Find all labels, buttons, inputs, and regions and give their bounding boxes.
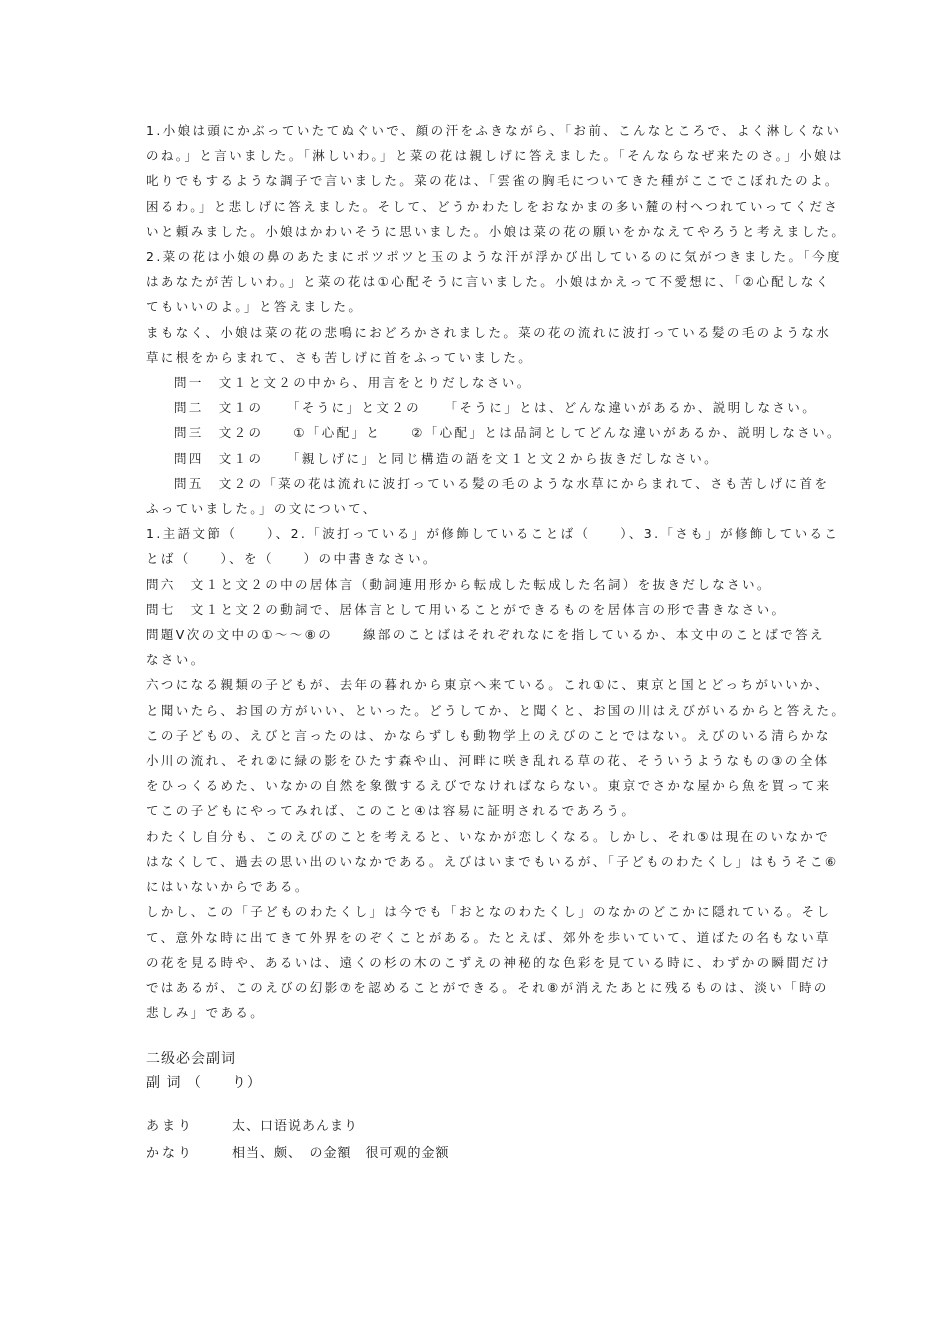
text-line: と聞いたら、お国の方がいい、といった。どうしてか、と聞くと、お国の川はえびがいるからと答えた。 (146, 702, 847, 718)
passage-line: 草に根をからまれて、さも苦しげに首をふっていました。 (146, 349, 534, 365)
text-line: 問六 文１と文２の中の居体言（動詞連用形から転成した転成した名詞）を抜きだしなさい。 (146, 576, 772, 592)
passage-line: 叱りでもするような調子で言いました。菜の花は、「雲雀の胸毛についてきた種がここでこぼれたのよ。 (146, 173, 840, 189)
passage-line: 困るわ。」と悲しげに答えました。そして、どうかわたしをおなかまの多い麓の村へつれていってくださ (146, 198, 840, 214)
passage-line: はあなたが苦しいわ。」と菜の花は①心配そうに言いました。小娘はかえって不愛想に、「②心配しなく (146, 274, 831, 290)
text-line: 1.主語文節（ ）、2.「波打っている」が修飾していることば（ ）、3.「さも」が修飾しているこ (146, 526, 840, 542)
section-subtitle: 副 词 （ り） (146, 1075, 262, 1092)
vocab-list (146, 1113, 810, 1167)
question-item: 問五 文２の「菜の花は流れに波打っている髪の毛のような水草にからまれて、さも苦しげに首を (174, 475, 830, 491)
text-line: ではあるが、このえびの幻影⑦を認めることができる。それ⑧が消えたあとに残るものは、淡い「時の (146, 979, 829, 995)
question-item: 問四 文１の 「親しげに」と同じ構造の語を文１と文２から抜きだしなさい。 (174, 450, 720, 466)
question-list (146, 370, 842, 496)
text-line: てこの子どもにやってみれば、このこと④は容易に証明されるであろう。 (146, 803, 637, 819)
vocab-gloss: 太、口语说あんまり (232, 1119, 359, 1135)
text-line: この子どもの、えびと言ったのは、かならずしも動物学上のえびのことではない。えびのいる清らかな (146, 727, 831, 743)
text-line: なさい。 (146, 652, 206, 668)
text-line: をひっくるめた、いなかの自然を象徴するえびでなければならない。東京でさかな屋から魚を買って来 (146, 778, 832, 794)
text-line: とば（ ）、を（ ）の中書きなさい。 (146, 551, 438, 567)
vocab-word: かなり (146, 1146, 195, 1162)
passage-line: 2.菜の花は小娘の鼻のあたまにポツポツと玉のような汗が浮かび出しているのに気がつきました。「今度 (146, 249, 842, 265)
text-line: の花を見る時や、あるいは、遠くの杉の木のこずえの神秘的な色彩を見ている時に、わずかの瞬間だけ (146, 954, 832, 970)
text-line: しかし、この「子どものわたくし」は今でも「おとなのわたくし」のなかのどこかに隠れている。そし (146, 904, 832, 920)
passage-line: のね。」と言いました。「淋しいわ。」と菜の花は親しげに答えました。「そんならなぜ来たのさ。」小娘は (146, 148, 844, 164)
question-item: 問三 文２の ①「心配」と ②「心配」とは品詞としてどんな違いがあるか、説明しなさい。 (174, 425, 842, 441)
text-line: 六つになる親類の子どもが、去年の暮れから東京へ来ている。これ①に、東京と国とどっちがいいか、 (146, 677, 830, 693)
passage (146, 118, 847, 370)
text-line: わたくし自分も、このえびのことを考えると、いなかが恋しくなる。しかし、それ⑤は現在のいなかで (146, 828, 831, 844)
document-page (146, 118, 847, 1167)
text-line: 問題Ⅴ次の文中の①〜〜⑧の 線部のことばはそれぞれなにを指しているか、本文中のことばで答え (146, 627, 825, 643)
vocab-item (146, 1140, 810, 1167)
question-item: 問一 文１と文２の中から、用言をとりだしなさい。 (174, 375, 532, 391)
text-line: にはいないからである。 (146, 879, 310, 895)
passage-line: 1.小娘は頭にかぶっていたてぬぐいで、顔の汗をふきながら、「お前、こんなところで、よく淋しくない (146, 123, 842, 138)
passage-line: てもいいのよ。」と答えました。 (146, 299, 364, 315)
text-line: て、意外な時に出てきて外界をのぞくことがある。たとえば、郊外を歩いていて、道ばたの名もない草 (146, 929, 831, 945)
vocab-word: あまり (146, 1119, 195, 1135)
text-line: ふっていました。」の文について、 (146, 501, 378, 517)
section-title: 二级必会副词 (146, 1051, 236, 1068)
passage-line: まもなく、小娘は菜の花の悲鳴におどろかされました。菜の花の流れに波打っている髪の毛のような水 (146, 324, 832, 340)
text-line: 問七 文１と文２の動詞で、居体言として用いることができるものを居体言の形で書きなさい。 (146, 601, 787, 617)
text-line: 小川の流れ、それ②に緑の影をひたす森や山、河畔に咲き乱れる草の花、そういうようなもの③の全体 (146, 753, 830, 769)
passage-line: いと頼みました。小娘はかわいそうに思いました。小娘は菜の花の願いをかなえてやろうと考えました。 (146, 223, 847, 239)
vocab-gloss: 相当、颇、 の金額 很可观的金额 (232, 1146, 450, 1162)
question-item: 問二 文１の 「そうに」と文２の 「そうに」とは、どんな違いがあるか、説明しなさい。 (174, 400, 818, 416)
text-line: 悲しみ」である。 (146, 1005, 266, 1021)
vocab-item (146, 1113, 810, 1140)
question-continuation (146, 496, 847, 1025)
text-line: はなくして、過去の思い出のいなかである。えびはいまでもいるが、「子どものわたくし」はもうそこ⑥ (146, 853, 839, 869)
